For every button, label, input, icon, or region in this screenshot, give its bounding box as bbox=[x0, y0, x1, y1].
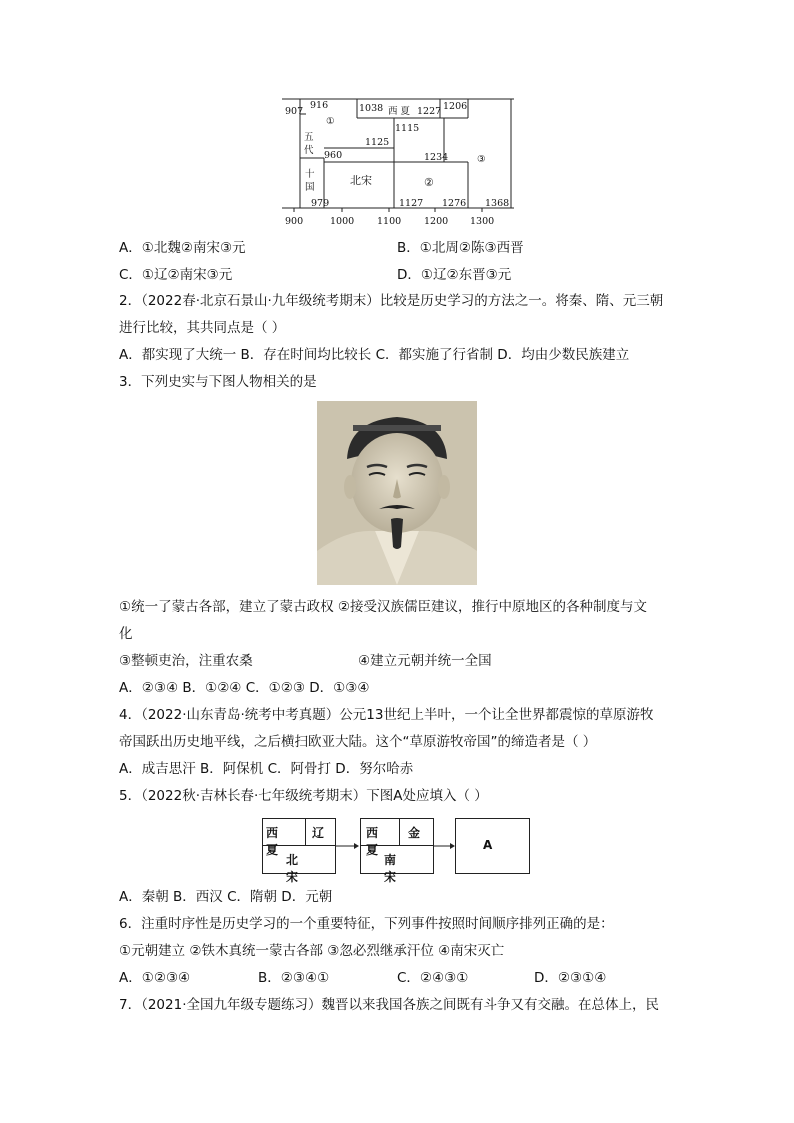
q3-options: A．②③④ B．①②④ C．①②③ D．①③④ bbox=[119, 680, 370, 696]
axis-900: 900 bbox=[285, 216, 304, 227]
q5-stem: 5．（2022秋·吉林长春·七年级统考期末）下图A处应填入（ ） bbox=[119, 788, 488, 804]
label-1234: 1234 bbox=[424, 152, 449, 163]
q1-option-a: A．①北魏②南宋③元 bbox=[119, 240, 246, 256]
axis-1100: 1100 bbox=[377, 216, 402, 227]
q7-stem-line1: 7．（2021·全国九年级专题练习）魏晋以来我国各族之间既有斗争又有交融。在总体上，民 bbox=[119, 997, 659, 1013]
q3-item-line3: ③整顿吏治，注重农桑 bbox=[119, 653, 253, 669]
q6-option-a: A．①②③④ bbox=[119, 970, 191, 986]
label-916: 916 bbox=[310, 100, 329, 111]
box1-xixia: 西夏 bbox=[266, 826, 279, 857]
label-region-3: ③ bbox=[477, 154, 486, 165]
box2-xixia: 西夏 bbox=[366, 826, 379, 857]
label-beisong: 北宋 bbox=[350, 174, 372, 187]
q1-option-b: B．①北周②陈③西晋 bbox=[397, 240, 524, 256]
label-1368: 1368 bbox=[485, 198, 510, 209]
label-xixia: 西 夏 bbox=[388, 106, 411, 117]
q6-option-d: D．②③①④ bbox=[534, 970, 607, 986]
label-shi: 十 bbox=[305, 169, 315, 180]
q6-option-c: C．②④③① bbox=[397, 970, 469, 986]
label-1115: 1115 bbox=[395, 123, 420, 134]
q4-options: A．成吉思汗 B．阿保机 C．阿骨打 D．努尔哈赤 bbox=[119, 761, 414, 777]
label-1125: 1125 bbox=[365, 137, 390, 148]
label-1127: 1127 bbox=[399, 198, 424, 209]
box2-jin: 金 bbox=[408, 826, 421, 840]
q1-option-c: C．①辽②南宋③元 bbox=[119, 267, 233, 283]
label-1038: 1038 bbox=[359, 103, 384, 114]
label-wu: 五 bbox=[304, 132, 314, 143]
q6-option-b: B．②③④① bbox=[258, 970, 330, 986]
q6-items: ①元朝建立 ②铁木真统一蒙古各部 ③忽必烈继承汗位 ④南宋灭亡 bbox=[119, 943, 505, 959]
diagram-box-a bbox=[455, 818, 530, 874]
label-guo: 国 bbox=[305, 182, 315, 193]
box3-a: A bbox=[483, 838, 493, 852]
axis-1200: 1200 bbox=[424, 216, 449, 227]
q3-stem: 3．下列史实与下图人物相关的是 bbox=[119, 374, 317, 390]
label-907: 907 bbox=[285, 106, 304, 117]
label-1276: 1276 bbox=[442, 198, 467, 209]
q2-options: A．都实现了大统一 B．存在时间均比较长 C．都实施了行省制 D．均由少数民族建立 bbox=[119, 347, 630, 363]
q5-options: A．秦朝 B．西汉 C．隋朝 D．元朝 bbox=[119, 889, 333, 905]
label-1206: 1206 bbox=[443, 101, 468, 112]
box1-liao: 辽 bbox=[312, 826, 325, 840]
q4-stem-line2: 帝国跃出历史地平线，之后横扫欧亚大陆。这个“草原游牧帝国”的缔造者是（ ） bbox=[119, 734, 597, 750]
kublai-khan-portrait bbox=[317, 401, 477, 585]
q3-item-line2: 化 bbox=[119, 626, 133, 642]
dynasty-timeline-chart bbox=[282, 96, 517, 232]
axis-1000: 1000 bbox=[330, 216, 355, 227]
q3-item-line1: ①统一了蒙古各部，建立了蒙古政权 ②接受汉族儒臣建议，推行中原地区的各种制度与文 bbox=[119, 599, 647, 615]
arrow-icon bbox=[336, 840, 360, 852]
box1-beisong: 北宋 bbox=[286, 853, 299, 884]
label-region-2: ② bbox=[424, 176, 434, 189]
label-979: 979 bbox=[311, 198, 330, 209]
box2-nansong: 南宋 bbox=[384, 853, 397, 884]
label-dai: 代 bbox=[304, 145, 314, 156]
q3-item-line3b: ④建立元朝并统一全国 bbox=[358, 653, 492, 669]
q2-stem-line1: 2．（2022春·北京石景山·九年级统考期末）比较是历史学习的方法之一。将秦、隋、元三朝 bbox=[119, 293, 664, 309]
label-1227: 1227 bbox=[417, 106, 442, 117]
q2-stem-line2: 进行比较，其共同点是（ ） bbox=[119, 320, 286, 336]
axis-1300: 1300 bbox=[470, 216, 495, 227]
q6-stem: 6．注重时序性是历史学习的一个重要特征，下列事件按照时间顺序排列正确的是： bbox=[119, 916, 614, 932]
label-960: 960 bbox=[324, 150, 343, 161]
q4-stem-line1: 4．（2022·山东青岛·统考中考真题）公元13世纪上半叶，一个让全世界都震惊的草原游牧 bbox=[119, 707, 654, 723]
q1-option-d: D．①辽②东晋③元 bbox=[397, 267, 512, 283]
label-region-1: ① bbox=[326, 116, 335, 127]
